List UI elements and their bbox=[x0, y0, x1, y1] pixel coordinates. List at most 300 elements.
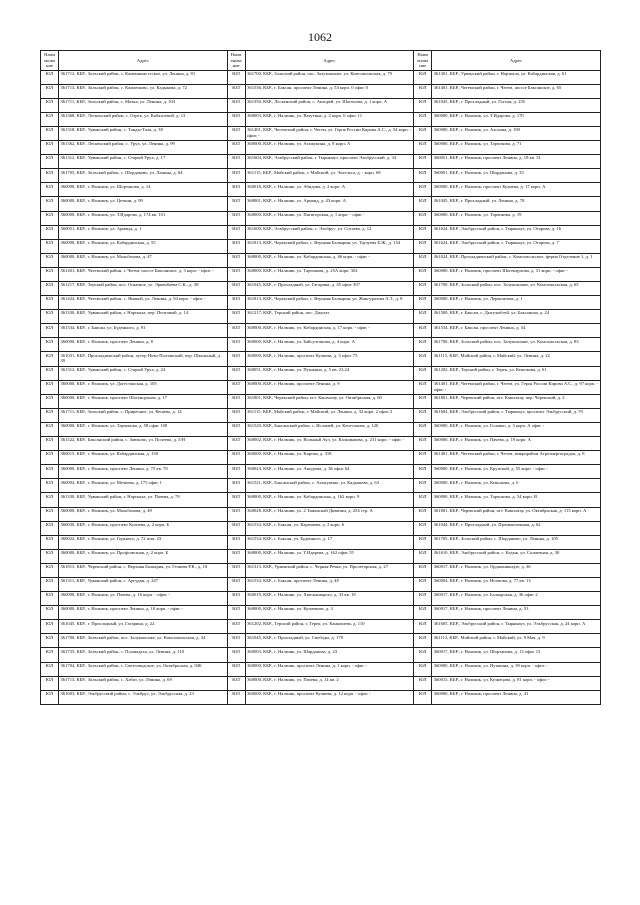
entity-type-cell: ЮЛ bbox=[227, 112, 245, 126]
address-cell: 360051, КБР., г. Нальчик, ул. Арманд, д. 1 bbox=[59, 225, 228, 239]
table-row bbox=[41, 606, 601, 620]
entity-type-cell: ЮЛ bbox=[414, 592, 432, 606]
entity-type-cell: ЮЛ bbox=[414, 70, 432, 84]
address-cell: 361202, КБР., Терский район, г. Терек, ул. Кешокова, д. 61 bbox=[432, 366, 601, 380]
address-cell: 361044, КБР., г. Прохладный, ул. Промышленная, д. 62 bbox=[432, 521, 601, 535]
entity-type-cell: ЮЛ bbox=[41, 239, 59, 253]
table-row bbox=[41, 352, 601, 366]
entity-type-cell: ЮЛ bbox=[41, 282, 59, 296]
address-cell: 361115, КБР., Майский район, г. Майский, ул. Энгельса, д. - корп. 68 bbox=[245, 169, 414, 183]
entity-type-cell: ЮЛ bbox=[41, 521, 59, 535]
entity-type-cell: ЮЛ bbox=[414, 98, 432, 112]
address-cell: 361024, КБР., Прохладненский район, с. Комсомольское, ферма Отделение 1, д. 1 bbox=[432, 253, 601, 267]
address-cell: 361713, КБР., Зольский район, с. Камлюково, ул. Кадыкова, д. 72 bbox=[59, 84, 228, 98]
address-cell: 361604, КБР., Эльбрусский район, г. Тырныауз, проспект Эльбрусский, д. 70 bbox=[432, 408, 601, 422]
address-cell: 361362, КБР., Лескенский район, с. Урух, ул. Ленина, д. 99 bbox=[59, 141, 228, 155]
entity-type-cell: ЮЛ bbox=[41, 211, 59, 225]
address-cell: 361045, КБР., г. Прохладный, ул. Ленина, д. 78 bbox=[432, 197, 601, 211]
entity-type-cell: ЮЛ bbox=[414, 577, 432, 591]
address-cell: 360000, КБР., г. Нальчик, ул. Тарчокова, д. 71 bbox=[432, 141, 601, 155]
address-cell: 361520, КБР., Баксанский район, с. Исламей, ул. Кочесокова, д. 120 bbox=[245, 422, 414, 436]
entity-type-cell: ЮЛ bbox=[227, 535, 245, 549]
entity-type-cell: ЮЛ bbox=[41, 592, 59, 606]
entity-type-cell: ЮЛ bbox=[414, 197, 432, 211]
address-cell: 360000, КБР., г. Нальчик, ул. Пушкина, д. 39 корп. - офис - bbox=[432, 662, 601, 676]
address-cell: 361031, КБР., Прохладненский район, хутор Ново-Полтавский, пер. Школьный, д. 39 bbox=[59, 352, 228, 366]
entity-type-cell: ЮЛ bbox=[414, 408, 432, 422]
registry-table bbox=[40, 50, 601, 705]
entity-type-cell: ЮЛ bbox=[41, 366, 59, 380]
entity-type-cell: ЮЛ bbox=[414, 521, 432, 535]
table-row bbox=[41, 141, 601, 155]
address-cell: 361813, КБР., Черекский район, с. Верхняя Балкария, ул. Таулуева Б.Ж., д. 154 bbox=[245, 239, 414, 253]
address-cell: 361801, КБР., Черекский район, пгт. Кашхатау, ул. Октябрьская, д. 113 корп. А bbox=[432, 507, 601, 521]
entity-type-cell: ЮЛ bbox=[227, 98, 245, 112]
entity-type-cell: ЮЛ bbox=[227, 408, 245, 422]
address-cell: 360003, КБР., г. Нальчик, ул. Ватутина, д. 2 корп. 6 офис 11 bbox=[245, 112, 414, 126]
entity-type-cell: ЮЛ bbox=[227, 310, 245, 324]
entity-type-cell: ЮЛ bbox=[414, 84, 432, 98]
entity-type-cell: ЮЛ bbox=[414, 437, 432, 451]
entity-type-cell: ЮЛ bbox=[227, 324, 245, 338]
address-cell: 361704, КБР., Зольский район, с. Светловодское, ул. Октябрьская, д. 94Б bbox=[59, 662, 228, 676]
address-cell: 360000, КБР., г. Нальчик, ул. Дагестанская, д. 105 bbox=[59, 380, 228, 394]
entity-type-cell: ЮЛ bbox=[227, 634, 245, 648]
address-cell: 361600, КБР., Эльбрусский район, с. Эльбрус, ул. Согаева, д. 12 bbox=[245, 225, 414, 239]
entity-type-cell: ЮЛ bbox=[227, 690, 245, 704]
address-cell: 360028, КБР., г. Нальчик, ул. 2 Таманской Дивизии, д. 254 стр. А bbox=[245, 507, 414, 521]
address-cell: 360000, КБР., г. Нальчик, ул. Кабардинская, д. 66 корп. - офис - bbox=[245, 253, 414, 267]
address-cell: 361534, КБР., г. Баксан, ул. Буденного, д. 17 bbox=[245, 535, 414, 549]
entity-type-cell: ЮЛ bbox=[41, 183, 59, 197]
entity-type-cell: ЮЛ bbox=[41, 112, 59, 126]
entity-type-cell: ЮЛ bbox=[227, 267, 245, 281]
entity-type-cell: ЮЛ bbox=[41, 690, 59, 704]
entity-type-cell: ЮЛ bbox=[227, 282, 245, 296]
table-row bbox=[41, 366, 601, 380]
entity-type-cell: ЮЛ bbox=[227, 577, 245, 591]
table-row bbox=[41, 225, 601, 239]
address-cell: 361711, КБР., Зольский район, с. Малка, ул. Ленина, д. 104 bbox=[59, 98, 228, 112]
entity-type-cell: ЮЛ bbox=[414, 141, 432, 155]
header-address: Адрес bbox=[59, 51, 228, 71]
table-row bbox=[41, 324, 601, 338]
address-cell: 361605, КБР., Эльбрусский район, г. Тырныауз, ул. Эльбрусская, д. 24 корп. А bbox=[432, 620, 601, 634]
entity-type-cell: ЮЛ bbox=[41, 479, 59, 493]
entity-type-cell: ЮЛ bbox=[414, 183, 432, 197]
entity-type-cell: ЮЛ bbox=[41, 352, 59, 366]
address-cell: 360004, КБР., г. Нальчик, ул. Ногмова, д. 77 кв. 13 bbox=[432, 577, 601, 591]
entity-type-cell: ЮЛ bbox=[41, 437, 59, 451]
entity-type-cell: ЮЛ bbox=[227, 352, 245, 366]
entity-type-cell: ЮЛ bbox=[41, 451, 59, 465]
entity-type-cell: ЮЛ bbox=[41, 141, 59, 155]
address-cell: 360015, КБР., г. Нальчик, ул. Кабардинская, д. 158 bbox=[59, 451, 228, 465]
table-row bbox=[41, 479, 601, 493]
address-cell: 360001, КБР., г. Нальчик, ул. Шарданова, д. 33 bbox=[432, 169, 601, 183]
address-cell: 361368, КБР., Лескенский район, с. Озрек, ул. Кабалоевой, д. 13 bbox=[59, 112, 228, 126]
entity-type-cell: ЮЛ bbox=[414, 253, 432, 267]
address-cell: 361700, КБР., Зольский район, пос. Залукокоаже, ул. Комсомольская, д. 83 bbox=[432, 338, 601, 352]
table-row bbox=[41, 592, 601, 606]
entity-type-cell: ЮЛ bbox=[227, 648, 245, 662]
address-cell: 360002, КБР., г. Нальчик, ул. Вольный Аул, ул. Кальмыкова, д. 231 корп. - офис - bbox=[245, 437, 414, 451]
entity-type-cell: ЮЛ bbox=[414, 310, 432, 324]
address-cell: 360000, КБР., г. Нальчик, ул. Байсултанова, д. 4 корп. А bbox=[245, 338, 414, 352]
entity-type-cell: ЮЛ bbox=[227, 155, 245, 169]
entity-type-cell: ЮЛ bbox=[227, 465, 245, 479]
address-cell: 361534, КБР., г. Баксан, проспект Ленина, д. 54 bbox=[432, 324, 601, 338]
entity-type-cell: ЮЛ bbox=[414, 126, 432, 140]
address-cell: 360000, КБР., г. Нальчик, ул. Кешокова, д. 6 bbox=[432, 479, 601, 493]
address-cell: 360017, КБР., г. Нальчик, ул. Орджоникидзе, д. 36 bbox=[432, 563, 601, 577]
entity-type-cell: ЮЛ bbox=[414, 282, 432, 296]
entity-type-cell: ЮЛ bbox=[41, 310, 59, 324]
entity-type-cell: ЮЛ bbox=[41, 253, 59, 267]
entity-type-cell: ЮЛ bbox=[41, 394, 59, 408]
address-cell: 361705, КБР., Зольский район, с. Шордаково, ул. Ленина, д. 105 bbox=[432, 535, 601, 549]
address-cell: 361813, КБР., Черекский район, с. Верхняя Балкария, ул. Жангуразова А.Т., д. 8 bbox=[245, 296, 414, 310]
entity-type-cell: ЮЛ bbox=[414, 112, 432, 126]
entity-type-cell: ЮЛ bbox=[41, 155, 59, 169]
entity-type-cell: ЮЛ bbox=[227, 592, 245, 606]
entity-type-cell: ЮЛ bbox=[227, 676, 245, 690]
address-cell: 361603, КБР., Эльбрусский район, с. Эльбрус, ул. Эльбрусская, д. 23 bbox=[59, 690, 228, 704]
address-cell: 361700, КБР., Зольский район, пос. Залукокоаже, ул. Комсомольская, д. 65 bbox=[432, 282, 601, 296]
table-row bbox=[41, 183, 601, 197]
address-cell: 361318, КБР., Урванский район, с. Танды-Тала, д. 38 bbox=[59, 126, 228, 140]
table-row bbox=[41, 408, 601, 422]
address-cell: 361610, КБР., Эльбрусский район, с. Бедык, ул. Солнечная, д. 30 bbox=[432, 549, 601, 563]
address-cell: 361424, КБР., Чегемский район, с. Яникой, ул. Ленина, д. 94 корп. - офис - bbox=[59, 296, 228, 310]
address-cell: 361311, КБР., Урванский район, с. Аргудан, д. 247 bbox=[59, 577, 228, 591]
entity-type-cell: ЮЛ bbox=[41, 493, 59, 507]
address-cell: 360000, КБР., г. Нальчик, ул. Тарчокова, д. 25А корп. 302 bbox=[245, 267, 414, 281]
table-row bbox=[41, 169, 601, 183]
entity-type-cell: ЮЛ bbox=[227, 239, 245, 253]
entity-type-cell: ЮЛ bbox=[414, 563, 432, 577]
address-cell: 360000, КБР., г. Нальчик, ул. Профсоюзная, д. 2 корп. Б bbox=[59, 549, 228, 563]
entity-type-cell: ЮЛ bbox=[414, 380, 432, 394]
entity-type-cell: ЮЛ bbox=[41, 408, 59, 422]
entity-type-cell: ЮЛ bbox=[227, 126, 245, 140]
address-cell: 361500, КБР., г. Баксан, с. Дыгулыбгей, ул. Баксанова, д. 24 bbox=[432, 310, 601, 324]
address-cell: 361725, КБР., Зольский район, с. Псынадаха, ул. Ленина, д. 110 bbox=[59, 648, 228, 662]
entity-type-cell: ЮЛ bbox=[227, 70, 245, 84]
address-cell: 361801, КБР., Черекский район, пгт. Кашхатау, ул. Октябрьская, д. 60 bbox=[245, 394, 414, 408]
address-cell: 360000, КБР., г. Нальчик, ул. Кабардинская, д. 17 корп. - офис - bbox=[245, 324, 414, 338]
entity-type-cell: ЮЛ bbox=[41, 634, 59, 648]
address-cell: 360000, КБР., г. Нальчик, ул. Тарчокова, д. 54 корп. В bbox=[432, 493, 601, 507]
table-row bbox=[41, 84, 601, 98]
entity-type-cell: ЮЛ bbox=[414, 239, 432, 253]
address-cell: 360000, КБР., г. Нальчик, ул. Кабардинская, д. 162 корп. 9 bbox=[245, 493, 414, 507]
address-cell: 360017, КБР., г. Нальчик, проспект Ленина, д. 53 bbox=[432, 606, 601, 620]
address-cell: 360000, КБР., г. Нальчик, проспект Ленина, д. 10 корп. - офис - bbox=[59, 606, 228, 620]
entity-type-cell: ЮЛ bbox=[414, 493, 432, 507]
address-cell: 360000, КБР., г. Нальчик, ул. Пачева, д. 16 корп. - офис - bbox=[59, 592, 228, 606]
address-cell: 361401, КБР., Чегемский район, г. Чегем, ул. Героя России Кирова А.С., д. 54 корп. - офис - bbox=[245, 126, 414, 140]
entity-type-cell: ЮЛ bbox=[414, 338, 432, 352]
entity-type-cell: ЮЛ bbox=[227, 366, 245, 380]
table-row bbox=[41, 155, 601, 169]
table-row bbox=[41, 507, 601, 521]
entity-type-cell: ЮЛ bbox=[227, 84, 245, 98]
address-cell: 360000, КБР., г. Нальчик, ул. Тарчокова, д. 58 офис 100 bbox=[59, 422, 228, 436]
entity-type-cell: ЮЛ bbox=[227, 521, 245, 535]
entity-type-cell: ЮЛ bbox=[41, 507, 59, 521]
entity-type-cell: ЮЛ bbox=[414, 535, 432, 549]
table-row bbox=[41, 648, 601, 662]
address-cell: 361604, КБР., Эльбрусский район, г. Тырныауз, проспект Эльбрусский, д. 34 bbox=[245, 155, 414, 169]
entity-type-cell: ЮЛ bbox=[414, 267, 432, 281]
address-cell: 360003, КБР., г. Нальчик, ул. Шарданова, д. 23 bbox=[245, 648, 414, 662]
entity-type-cell: ЮЛ bbox=[41, 662, 59, 676]
address-cell: 361312, КБР., Урванский район, с. Старый Урух, д. 24 bbox=[59, 366, 228, 380]
address-cell: 360000, КБР., г. Нальчик, ул. Мальбахова, д. 47 bbox=[59, 253, 228, 267]
entity-type-cell: ЮЛ bbox=[41, 577, 59, 591]
entity-type-cell: ЮЛ bbox=[414, 296, 432, 310]
entity-type-cell: ЮЛ bbox=[414, 451, 432, 465]
entity-type-cell: ЮЛ bbox=[41, 197, 59, 211]
address-cell: 361217, КБР., Терский район, пос. Опытное, ул. Эркенбаева С.К., д. 38 bbox=[59, 282, 228, 296]
entity-type-cell: ЮЛ bbox=[227, 394, 245, 408]
address-cell: 361313, КБР., Урванский район, с. Черная Речка, ул. Пролетарская, д. 27 bbox=[245, 563, 414, 577]
entity-type-cell: ЮЛ bbox=[414, 479, 432, 493]
entity-type-cell: ЮЛ bbox=[414, 676, 432, 690]
address-cell: 361813, КБР., Черекский район, с. Верхняя Балкария, ул. Геляева Р.К., д. 18 bbox=[59, 563, 228, 577]
address-cell: 361401, КБР., Чегемский район, г. Чегем, шоссе Баксанское, д. 65 bbox=[432, 84, 601, 98]
address-cell: 361536, КБР., г. Баксан, проспект Ленина, д. 54 корп. 0 офис 0 bbox=[245, 84, 414, 98]
table-row bbox=[41, 493, 601, 507]
address-cell: 360000, КБР., г. Нальчик, проспект Шогенцукова, д. 17 bbox=[59, 394, 228, 408]
entity-type-cell: ЮЛ bbox=[41, 267, 59, 281]
table-row bbox=[41, 296, 601, 310]
address-cell: 361522, КБР., Баксанский район, с. Заюково, ул. Полеева, д. 5/Н bbox=[59, 437, 228, 451]
entity-type-cell: ЮЛ bbox=[227, 141, 245, 155]
entity-type-cell: ЮЛ bbox=[414, 394, 432, 408]
address-cell: 361312, КБР., Урванский район, с. Старый Урух, д. 17 bbox=[59, 155, 228, 169]
entity-type-cell: ЮЛ bbox=[41, 676, 59, 690]
entity-type-cell: ЮЛ bbox=[41, 620, 59, 634]
entity-type-cell: ЮЛ bbox=[414, 352, 432, 366]
entity-type-cell: ЮЛ bbox=[227, 169, 245, 183]
entity-type-cell: ЮЛ bbox=[227, 479, 245, 493]
entity-type-cell: ЮЛ bbox=[227, 183, 245, 197]
entity-type-cell: ЮЛ bbox=[41, 84, 59, 98]
entity-type-cell: ЮЛ bbox=[41, 225, 59, 239]
address-cell: 361624, КБР., Эльбрусский район, г. Тырныауз, ул. Отарова, д. 7 bbox=[432, 239, 601, 253]
entity-type-cell: ЮЛ bbox=[414, 225, 432, 239]
table-row bbox=[41, 98, 601, 112]
address-cell: 360051, КБР., г. Нальчик, ул. Пушкина, д. 5 кв. 23,24 bbox=[245, 366, 414, 380]
address-cell: 361700, КБР., Зольский район, пос. Залукокоаже, ул. Комсомольская, д. 34 bbox=[59, 634, 228, 648]
entity-type-cell: ЮЛ bbox=[41, 380, 59, 394]
table-row bbox=[41, 563, 601, 577]
table-row bbox=[41, 310, 601, 324]
address-cell: 360000, КБР., г. Нальчик, ул. Головко, д. 3 корп. А офис - bbox=[432, 422, 601, 436]
address-cell: 360000, КБР., г. Нальчик, ул. Лермонтова, д. 1 bbox=[432, 296, 601, 310]
table-row bbox=[41, 126, 601, 140]
entity-type-cell: ЮЛ bbox=[227, 507, 245, 521]
entity-type-cell: ЮЛ bbox=[227, 620, 245, 634]
entity-type-cell: ЮЛ bbox=[227, 422, 245, 436]
table-row bbox=[41, 197, 601, 211]
entity-type-cell: ЮЛ bbox=[414, 662, 432, 676]
table-row bbox=[41, 422, 601, 436]
entity-type-cell: ЮЛ bbox=[414, 690, 432, 704]
address-cell: 360000, КБР., г. Нальчик, ул. Пятигорская, д. 1 корп. - офис - bbox=[245, 211, 414, 225]
address-cell: 360000, КБР., г. Нальчик, ул. Пачева, д. 19 корп. А bbox=[432, 437, 601, 451]
entity-type-cell: ЮЛ bbox=[41, 126, 59, 140]
address-cell: 360017, КБР., г. Нальчик, ул. Шортанова, д. 13 офис 13 bbox=[432, 648, 601, 662]
table-row bbox=[41, 676, 601, 690]
address-cell: 360030, КБР., г. Нальчик, проспект Кулиева, д. 2 корп. Б bbox=[59, 521, 228, 535]
entity-type-cell: ЮЛ bbox=[41, 549, 59, 563]
entity-type-cell: ЮЛ bbox=[227, 253, 245, 267]
address-cell: 361705, КБР., Зольский район, с. Шордаково, ул. Ленина, д. 64 bbox=[59, 169, 228, 183]
address-cell: 361801, КБР., Черекский район, пгт. Кашхатау, пер. Черекский, д. 2 bbox=[432, 394, 601, 408]
address-cell: 361350, КБР., Лескенский район, с. Анзорей, ул. Шогенова, д. 1 корп. А bbox=[245, 98, 414, 112]
address-cell: 361202, КБР., Терский район, г. Терек, ул. Канкошева, д. 110 bbox=[245, 620, 414, 634]
table-row bbox=[41, 662, 601, 676]
address-cell: 360000, КБР., г. Нальчик, ул. Т.Идарова, д. 162 офис 55 bbox=[245, 549, 414, 563]
address-cell: 361401, КБР., Чегемский район, г. Чегем, микрорайон Агроэнергоградок, д. 8 bbox=[432, 451, 601, 465]
header-type: Наим енова ние bbox=[41, 51, 59, 71]
address-cell: 360000, КБР., г. Нальчик, проспект Кулиева, д. 12 корп. - офис - bbox=[245, 690, 414, 704]
table-row bbox=[41, 521, 601, 535]
address-cell: 360000, КБР., г. Нальчик, проспект Ленина, д. 1 корп. - офис - bbox=[245, 662, 414, 676]
table-row bbox=[41, 282, 601, 296]
address-cell: 360000, КБР., г. Нальчик, проспект Кулиева, д. 3 офис 75 bbox=[245, 352, 414, 366]
address-cell: 360000, КБР., г. Нальчик, ул. Ахохова, д. 190 bbox=[432, 126, 601, 140]
table-row bbox=[41, 577, 601, 591]
address-cell: 360004, КБР., г. Нальчик, ул. Мечиева, д. 175 офис 1 bbox=[59, 479, 228, 493]
entity-type-cell: ЮЛ bbox=[41, 465, 59, 479]
entity-type-cell: ЮЛ bbox=[227, 225, 245, 239]
header-address: Адрес bbox=[245, 51, 414, 71]
address-cell: 361712, КБР., Зольский район, с. Каменномостское, ул. Ленина, д. 81 bbox=[59, 70, 228, 84]
address-cell: 360000, КБР., г. Нальчик, ул. Крупской, д. 55 корп. - офис - bbox=[432, 465, 601, 479]
address-cell: 360001, КБР., г. Нальчик, ул. Арманд, д. 43 корп. А bbox=[245, 197, 414, 211]
address-cell: 361115, КБР., Майский район, г. Майский, ул. Ленина, д. 32 корп. 2 офис 2 bbox=[245, 408, 414, 422]
entity-type-cell: ЮЛ bbox=[227, 451, 245, 465]
address-cell: 360000, КБР., г. Нальчик, ул. Мальбахова, д. 49 bbox=[59, 507, 228, 521]
entity-type-cell: ЮЛ bbox=[227, 296, 245, 310]
address-cell: 360000, КБР., г. Нальчик, ул. Атажукина, д. 8 корп. А bbox=[245, 141, 414, 155]
address-cell: 361713, КБР., Зольский район, с. Хабаз, ул. Ленина, д. 69 bbox=[59, 676, 228, 690]
table-row bbox=[41, 70, 601, 84]
entity-type-cell: ЮЛ bbox=[414, 324, 432, 338]
address-cell: 360000, КБР., г. Нальчик, ул. Цеткин, д. 99 bbox=[59, 197, 228, 211]
address-cell: 361045, КБР., г. Прохладный, ул. Гагарина, д. 22 bbox=[59, 620, 228, 634]
table-row bbox=[41, 451, 601, 465]
address-cell: 360000, КБР., г. Нальчик, ул. Т.Идарова, д. 174 кв. 101 bbox=[59, 211, 228, 225]
entity-type-cell: ЮЛ bbox=[414, 606, 432, 620]
table-header-row bbox=[41, 51, 601, 71]
table-row bbox=[41, 394, 601, 408]
address-cell: 361112, КБР., Майский район, г. Майский, ул. 9 Мая, д. 9 bbox=[432, 634, 601, 648]
address-cell: 360000, КБР., г. Нальчик, проспект Кулиева, д. 17 корп. А bbox=[432, 183, 601, 197]
address-cell: 361401, КБР., Чегемский район, г. Чегем, шоссе Баксанское, д. 3 корп. - офис - bbox=[59, 267, 228, 281]
address-cell: 360000, КБР., г. Нальчик, ул. Кирова, д. 318 bbox=[245, 451, 414, 465]
address-cell: 360000, КБР., г. Нальчик, проспект Ленина, д. 75 кв. 78 bbox=[59, 465, 228, 479]
address-cell: 361045, КБР., г. Прохладный, ул. Гагарина, д. 45 офис 307 bbox=[245, 282, 414, 296]
entity-type-cell: ЮЛ bbox=[41, 606, 59, 620]
address-cell: 361534, КБР., г. Баксан, проспект Ленина, д. 48 bbox=[245, 577, 414, 591]
entity-type-cell: ЮЛ bbox=[41, 648, 59, 662]
address-cell: 361624, КБР., Эльбрусский район, г. Тырныауз, ул. Отарова, д. 16 bbox=[432, 225, 601, 239]
entity-type-cell: ЮЛ bbox=[41, 98, 59, 112]
address-cell: 361045, КБР., г. Прохладный, ул. Гоголя, д. 235 bbox=[432, 98, 601, 112]
entity-type-cell: ЮЛ bbox=[414, 211, 432, 225]
address-cell: 360019, КБР., г. Нальчик, ул. Хмельницкого, д. 33 кв. 18 bbox=[245, 592, 414, 606]
entity-type-cell: ЮЛ bbox=[227, 493, 245, 507]
table-row bbox=[41, 338, 601, 352]
address-cell: 361115, КБР., Майский район, г. Майский, ул. Ленина, д. 22 bbox=[432, 352, 601, 366]
entity-type-cell: ЮЛ bbox=[414, 422, 432, 436]
address-cell: 360000, КБР., г. Нальчик, ул. Т.Идарова, д. 170 bbox=[432, 112, 601, 126]
entity-type-cell: ЮЛ bbox=[227, 338, 245, 352]
entity-type-cell: ЮЛ bbox=[227, 662, 245, 676]
address-cell: 360000, КБР., г. Нальчик, ул. Кулиевова, д. 3 bbox=[245, 606, 414, 620]
address-cell: 360000, КБР., г. Нальчик, ул. Кабардинская, д. 55 bbox=[59, 239, 228, 253]
address-cell: 361401, КБР., Чегемский район, г. Чегем, ул. Героя России Кирова А.С., д. 97 корп. - офис - bbox=[432, 380, 601, 394]
address-cell: 361711, КБР., Зольский район, с. Приречное, ул. Кешева, д. 14 bbox=[59, 408, 228, 422]
table-row bbox=[41, 535, 601, 549]
entity-type-cell: ЮЛ bbox=[227, 211, 245, 225]
address-cell: 361045, КБР., г. Прохладный, ул. Свободы, д. 178 bbox=[245, 634, 414, 648]
entity-type-cell: ЮЛ bbox=[41, 169, 59, 183]
address-cell: 360000, КБР., г. Нальчик, ул. Тарчокова, д. 19 bbox=[432, 211, 601, 225]
table-row bbox=[41, 437, 601, 451]
address-cell: 361330, КБР., Урванский район, г. Нарткала, пер. Почтовый, д. 14 bbox=[59, 310, 228, 324]
entity-type-cell: ЮЛ bbox=[227, 549, 245, 563]
address-cell: 360000, КБР., г. Нальчик, проспект Ленина, д. 41 bbox=[432, 690, 601, 704]
entity-type-cell: ЮЛ bbox=[41, 422, 59, 436]
table-row bbox=[41, 211, 601, 225]
entity-type-cell: ЮЛ bbox=[227, 380, 245, 394]
address-cell: 360000, КБР., г. Нальчик, ул. Пачева, д. 14 кв. 2 bbox=[245, 676, 414, 690]
address-cell: 360022, КБР., г. Нальчик, ул. Горького, д. 72 пом. 23 bbox=[59, 535, 228, 549]
address-cell: 360015, КБР., г. Нальчик, ул. Кузнецова, д. 81 корп. - офис - bbox=[432, 676, 601, 690]
header-address: Адрес bbox=[432, 51, 601, 71]
entity-type-cell: ЮЛ bbox=[41, 338, 59, 352]
address-cell: 361330, КБР., Урванский район, г. Нарткала, ул. Пачева, д. 78 bbox=[59, 493, 228, 507]
table-row bbox=[41, 112, 601, 126]
table-row bbox=[41, 267, 601, 281]
entity-type-cell: ЮЛ bbox=[414, 620, 432, 634]
entity-type-cell: ЮЛ bbox=[41, 563, 59, 577]
entity-type-cell: ЮЛ bbox=[414, 634, 432, 648]
address-cell: 360000, КБР., г. Нальчик, проспект Ленина, д. 9 bbox=[245, 380, 414, 394]
address-cell: 361534, КБР., г. Баксан, ул. Карачаева, д. 2 корп. 6 bbox=[245, 521, 414, 535]
table-row bbox=[41, 465, 601, 479]
address-cell: 361217, КБР., Терский район, пос. Джулат bbox=[245, 310, 414, 324]
entity-type-cell: ЮЛ bbox=[41, 324, 59, 338]
address-cell: 361521, КБР., Баксанский район, с. Атажукино, ул. Кадышева, д. 63 bbox=[245, 479, 414, 493]
address-cell: 360000, КБР., г. Нальчик, проспект Шогенцукова, д. 31 корп. - офис - bbox=[432, 267, 601, 281]
table-row bbox=[41, 549, 601, 563]
entity-type-cell: ЮЛ bbox=[227, 437, 245, 451]
address-cell: 360000, КБР., г. Нальчик, ул. Шортанова, д. 14 bbox=[59, 183, 228, 197]
table-row bbox=[41, 253, 601, 267]
entity-type-cell: ЮЛ bbox=[41, 296, 59, 310]
entity-type-cell: ЮЛ bbox=[414, 169, 432, 183]
header-type: Наим енова ние bbox=[227, 51, 245, 71]
table-row bbox=[41, 690, 601, 704]
entity-type-cell: ЮЛ bbox=[227, 563, 245, 577]
